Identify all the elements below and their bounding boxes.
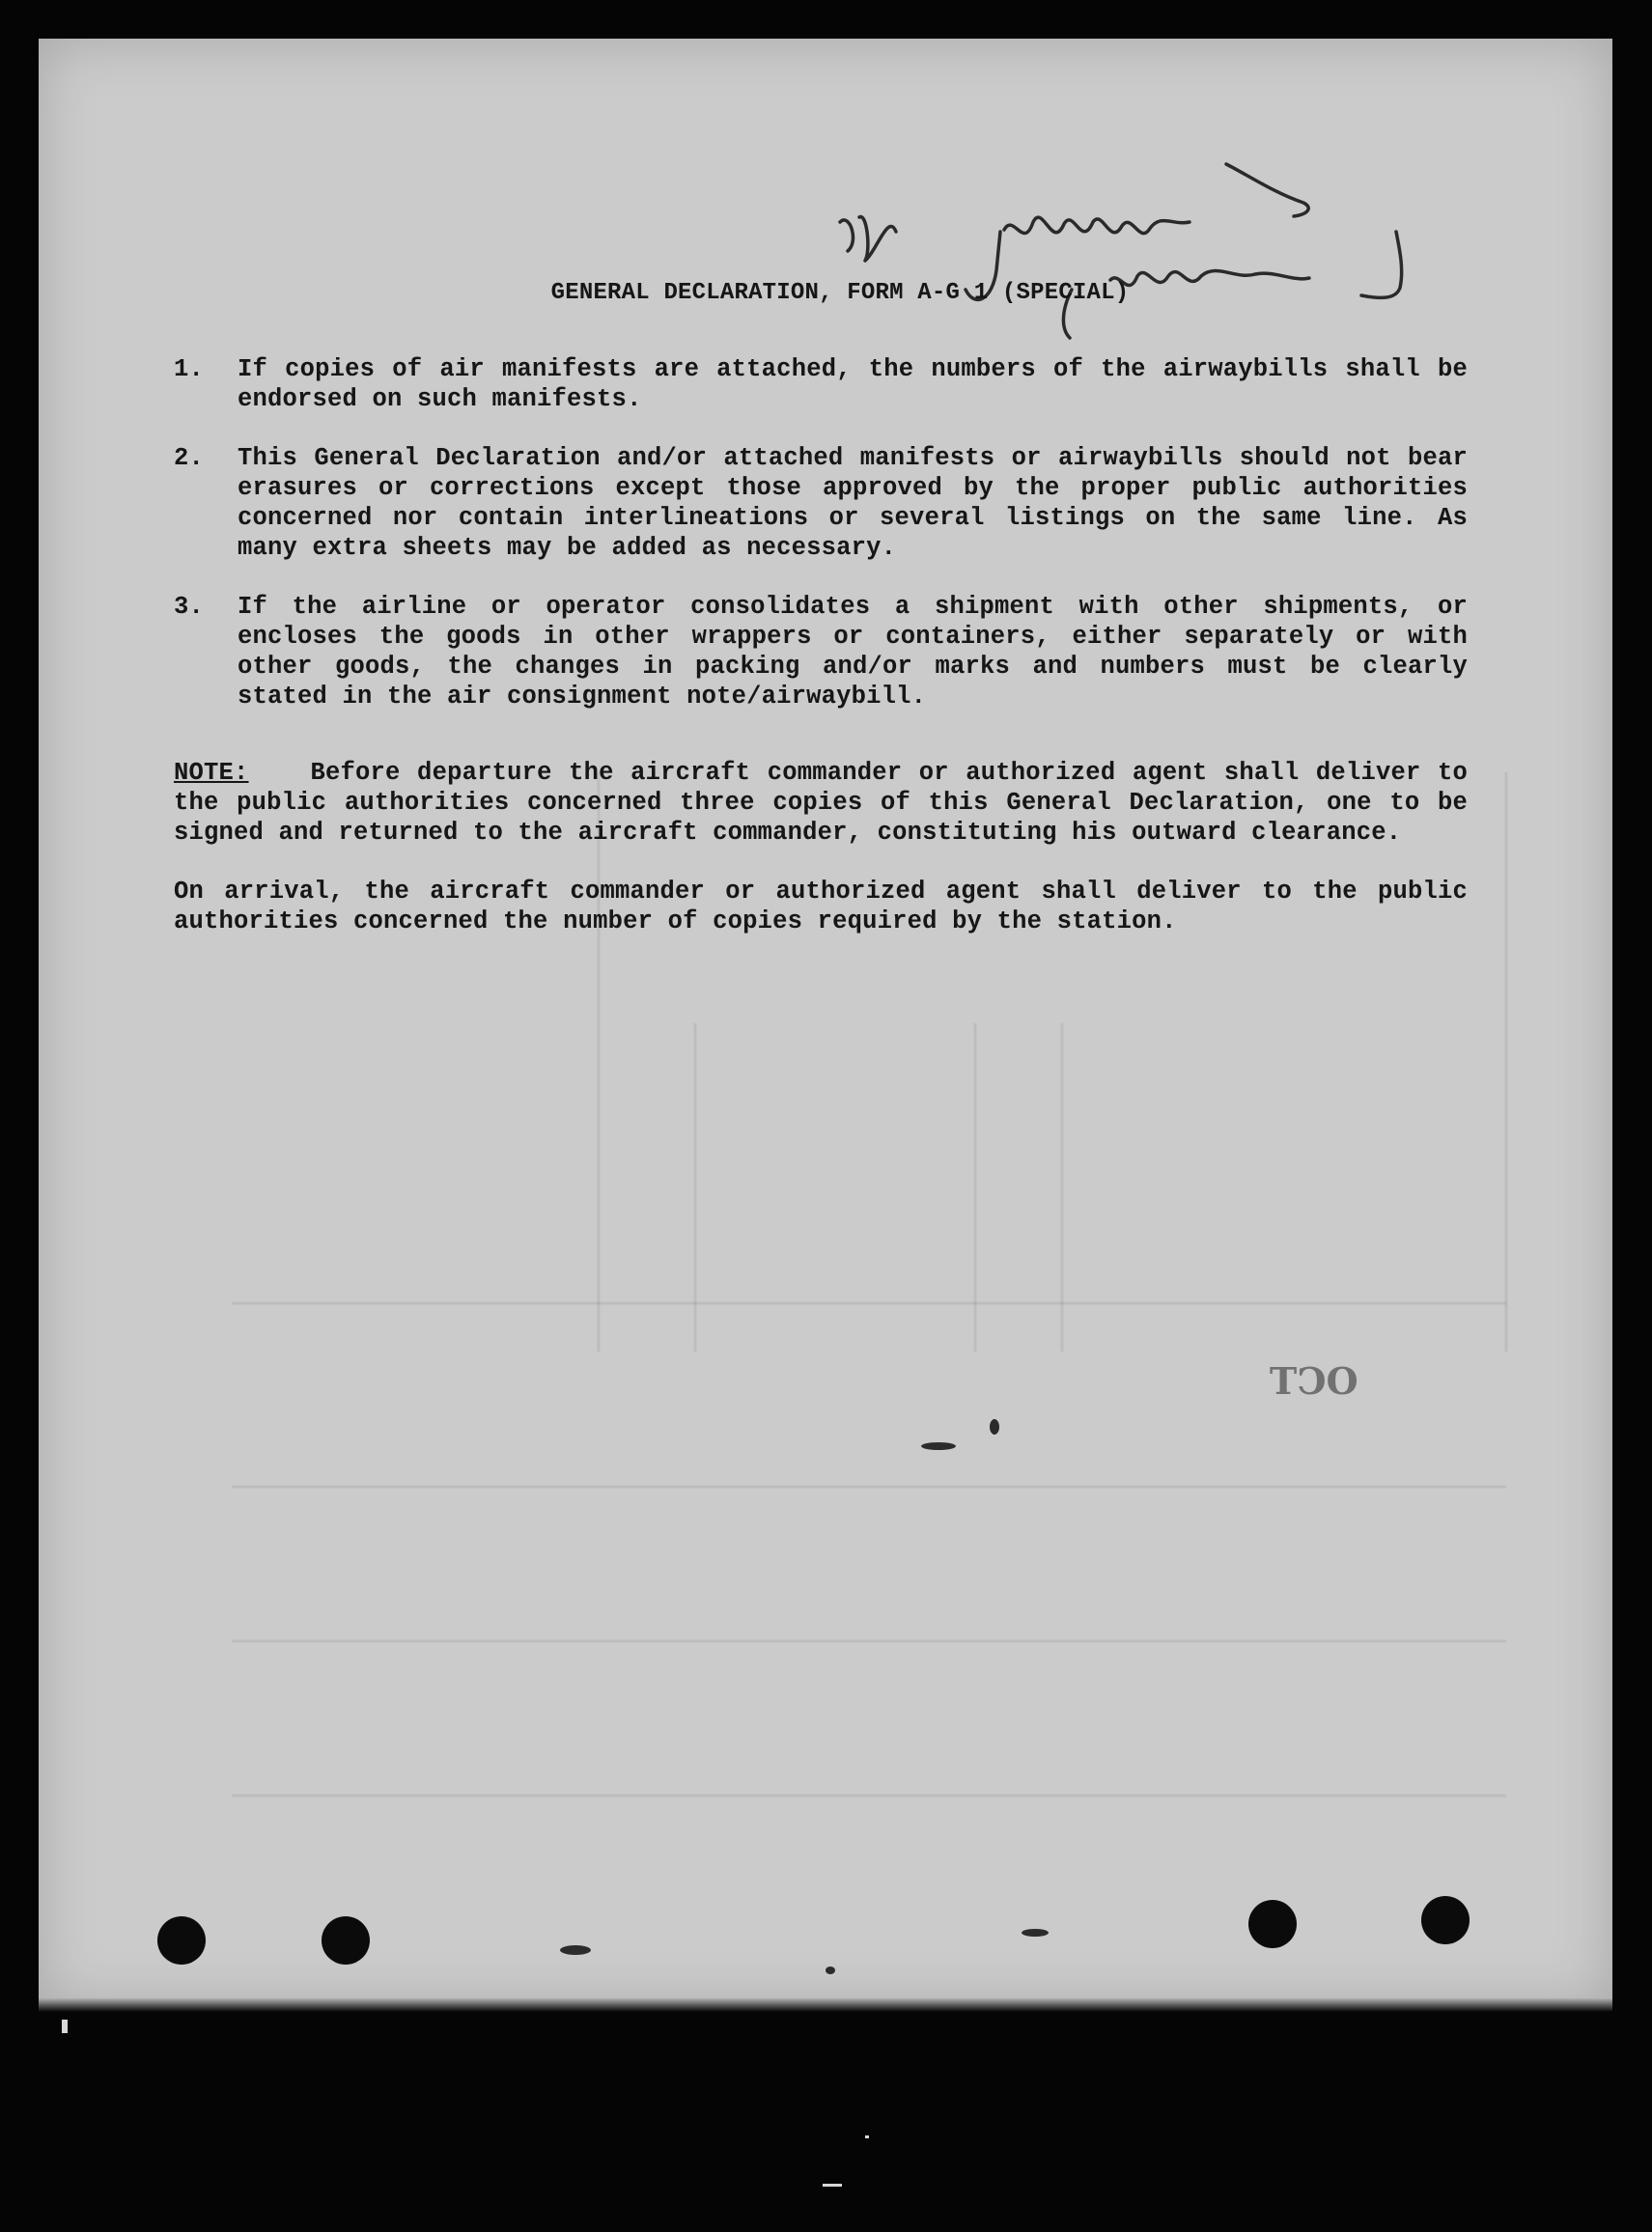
note-label: NOTE: (174, 759, 249, 787)
note-text: Before departure the aircraft commander or authorized agent shall deliver to the public authorities concerned three copies of this General Declaration, one to be signed and returned to the aircraft commander, constituting his outward clearance. (174, 759, 1468, 847)
note-paragraph (174, 758, 1468, 848)
item-number: 3. (174, 593, 205, 621)
bleed-through-stamp: OCT (1270, 1359, 1358, 1403)
paper-edge-shadow (39, 1998, 1612, 2012)
item-text: If the airline or operator consolidates a shipment with other shipments, or encloses the goods in other wrappers or containers, either separately or with other goods, the changes in packing and/or marks and numbers must be clearly stated in the air consignment note/airwaybill. (238, 593, 1468, 711)
punch-hole-1 (157, 1916, 206, 1965)
punch-hole-2 (322, 1916, 370, 1965)
list-item (174, 592, 1468, 711)
item-number: 2. (174, 444, 205, 472)
punch-hole-4 (1421, 1896, 1470, 1944)
list-item (174, 443, 1468, 563)
arrival-paragraph: On arrival, the aircraft commander or authorized agent shall deliver to the public authorities concerned the number of copies required by the station. (174, 878, 1468, 935)
page-title: GENERAL DECLARATION, FORM A-G 1 (SPECIAL) (550, 280, 1130, 306)
item-text: If copies of air manifests are attached, the numbers of the airwaybills shall be endorsed on such manifests. (238, 355, 1468, 413)
item-number: 1. (174, 355, 205, 383)
punch-hole-3 (1248, 1900, 1297, 1948)
declaration-instructions (174, 278, 1468, 936)
list-item (174, 354, 1468, 414)
item-text: This General Declaration and/or attached manifests or airwaybills should not bear erasures or corrections except those approved by the proper public authorities concerned nor contain interlineations or several listings on the same line. As many extra sheets may be added as necessary. (238, 444, 1468, 562)
